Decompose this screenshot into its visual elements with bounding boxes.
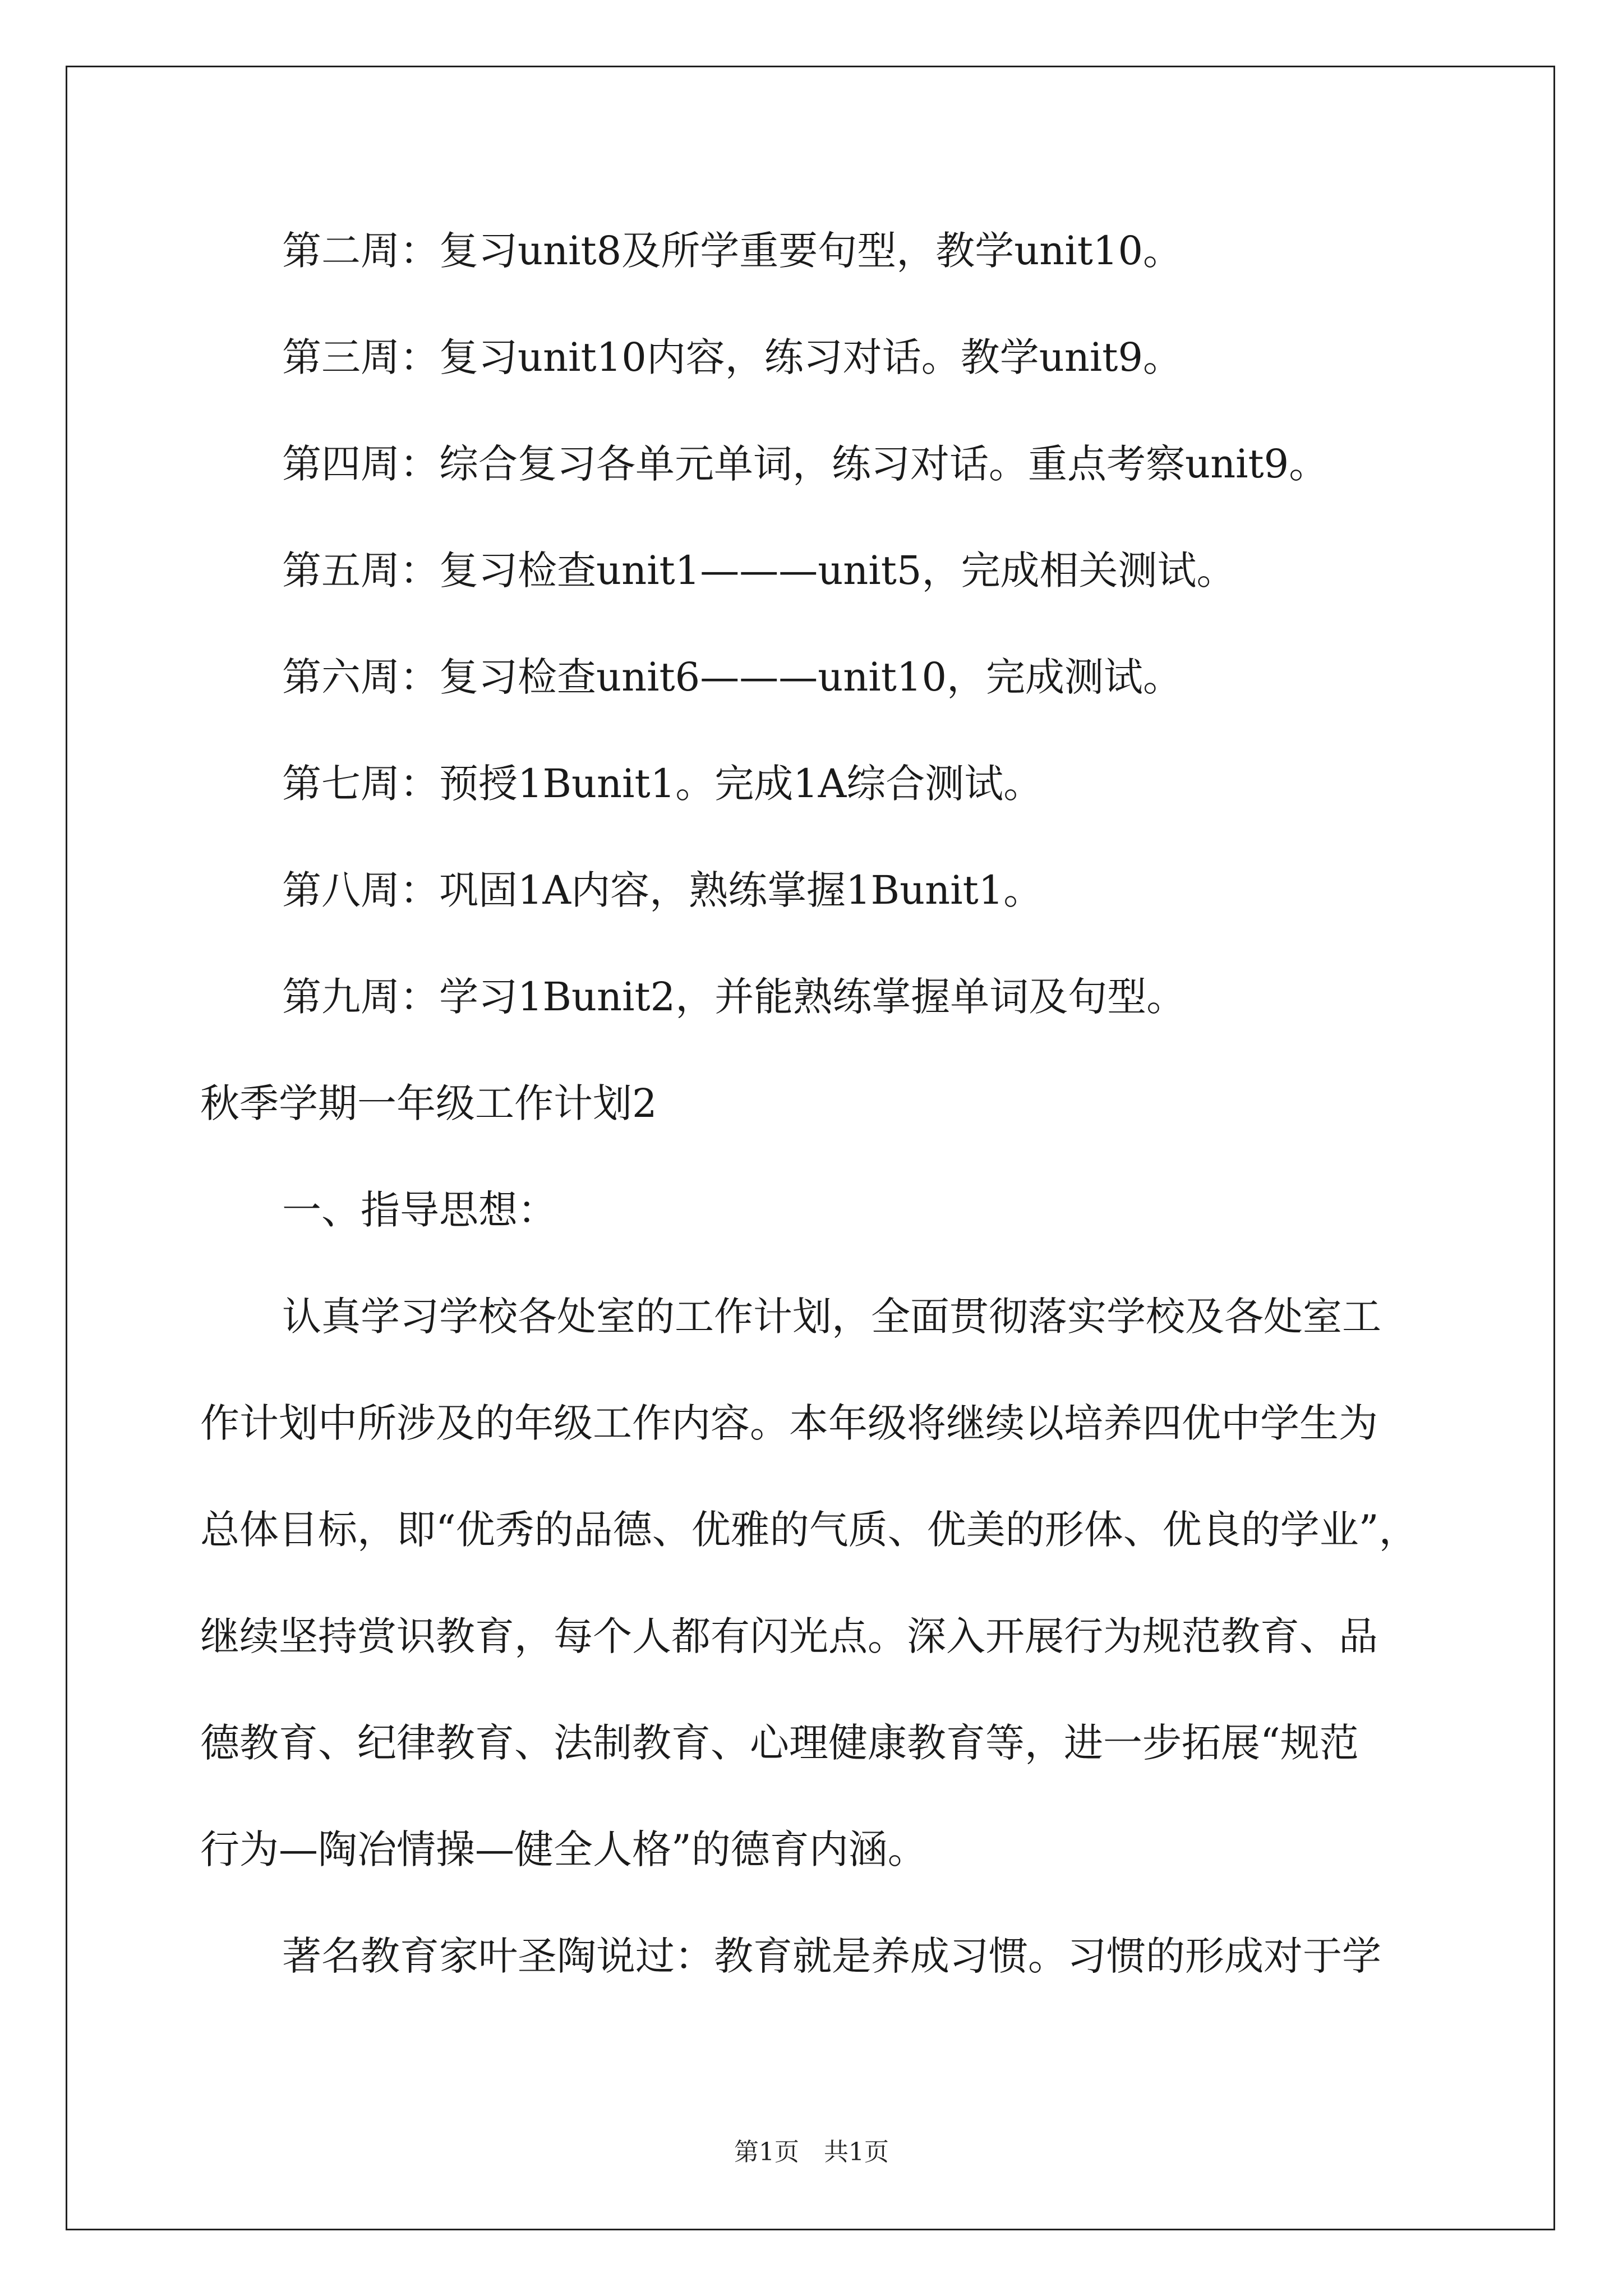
- section-title: 秋季学期一年级工作计划2: [200, 1080, 657, 1126]
- week-8-line: 第八周：巩固1A内容，熟练掌握1Bunit1。: [282, 867, 1043, 913]
- paragraph2-line-1: 著名教育家叶圣陶说过：教育就是养成习惯。习惯的形成对于学: [282, 1933, 1381, 1979]
- paragraph1-line-5: 德教育、纪律教育、法制教育、心理健康教育等，进一步拓展“规范: [200, 1720, 1359, 1766]
- page-border: [66, 66, 1555, 2230]
- week-9-line: 第九周：学习1Bunit2，并能熟练掌握单词及句型。: [282, 974, 1186, 1020]
- week-3-line: 第三周：复习unit10内容，练习对话。教学unit9。: [282, 334, 1182, 380]
- week-7-line: 第七周：预授1Bunit1。完成1A综合测试。: [282, 761, 1043, 807]
- week-4-line: 第四周：综合复习各单元单词，练习对话。重点考察unit9。: [282, 441, 1329, 487]
- paragraph1-line-6: 行为—陶冶情操—健全人格”的德育内涵。: [200, 1826, 927, 1872]
- page-footer: 第1页 共1页: [734, 2138, 889, 2166]
- paragraph1-line-4: 继续坚持赏识教育，每个人都有闪光点。深入开展行为规范教育、品: [200, 1613, 1378, 1659]
- paragraph1-line-3: 总体目标，即“优秀的品德、优雅的气质、优美的形体、优良的学业”，: [200, 1507, 1418, 1553]
- paragraph1-line-2: 作计划中所涉及的年级工作内容。本年级将继续以培养四优中学生为: [200, 1400, 1378, 1446]
- week-6-line: 第六周：复习检查unit6———unit10，完成测试。: [282, 654, 1182, 700]
- week-2-line: 第二周：复习unit8及所学重要句型，教学unit10。: [282, 228, 1182, 274]
- subheading: 一、指导思想：: [282, 1187, 557, 1233]
- paragraph1-line-1: 认真学习学校各处室的工作计划，全面贯彻落实学校及各处室工: [282, 1294, 1381, 1340]
- week-5-line: 第五周：复习检查unit1———unit5，完成相关测试。: [282, 547, 1236, 593]
